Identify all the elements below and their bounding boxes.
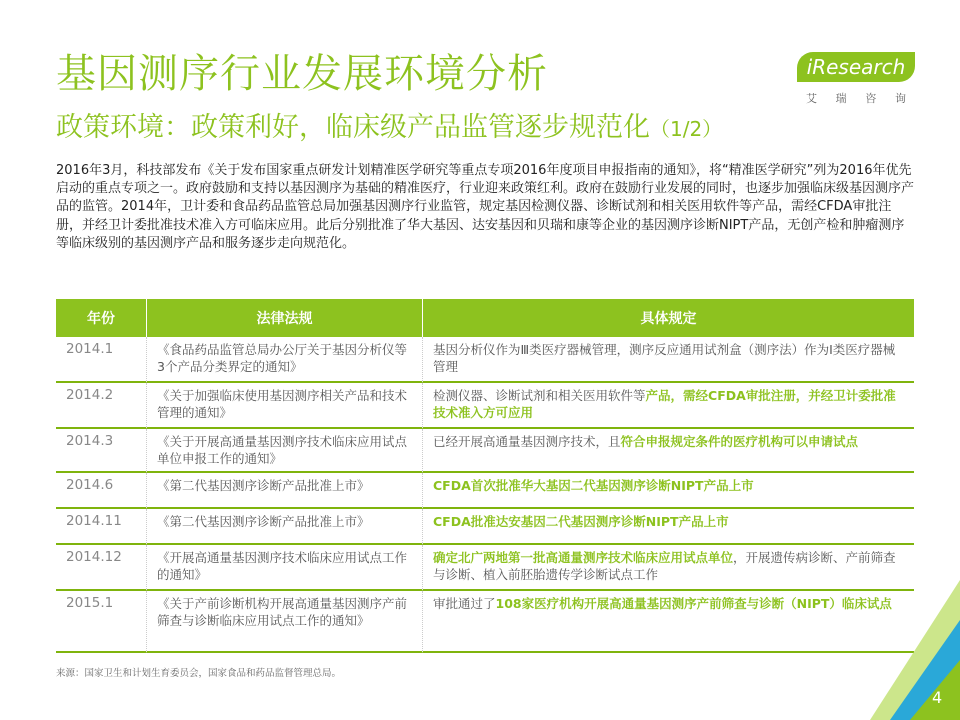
cell-law: 《关于产前诊断机构开展高通量基因测序产前筛查与诊断临床应用试点工作的通知》 bbox=[146, 591, 422, 653]
intro-paragraph: 2016年3月，科技部发布《关于发布国家重点研发计划精准医学研究等重点专项2016年度项目申报指南的通知》，将“精准医学研究”列为2016年优先启动的重点专项之一。政府鼓励和支持以基因测序为基础的精准医疗，行业迎来政策红利。政府在鼓励行业发展的同时，也逐步加强临床级基因测序产品的监管。2014年，卫计委和食品药品监管总局加强基因测序行业监管，规定基因检测仪器、诊断试剂和相关医用软件等产品，需经CFDA审批注册，并经卫计委批准技术准入方可临床应用。此后分别批准了华大基因、达安基因和贝瑞和康等企业的基因测序诊断NIPT产品，无创产检和肿瘤测序等临床级别的基因测序产品和服务逐步走向规范化。 bbox=[56, 163, 915, 251]
cell-year: 2014.3 bbox=[56, 429, 146, 473]
rule-text: 审批通过了 bbox=[433, 596, 496, 611]
subtitle-text: 政策环境：政策利好，临床级产品监管逐步规范化 bbox=[56, 112, 650, 143]
rule-text-after: ，开展遗传病诊断、产前筛查与诊断、植入前胚胎遗传学诊断试点工作 bbox=[433, 550, 896, 582]
header-rule: 具体规定 bbox=[422, 299, 914, 337]
cell-law: 《关于开展高通量基因测序技术临床应用试点单位申报工作的通知》 bbox=[146, 429, 422, 473]
cell-year: 2014.6 bbox=[56, 473, 146, 509]
cell-law: 《第二代基因测序诊断产品批准上市》 bbox=[146, 473, 422, 509]
cell-rule bbox=[422, 429, 914, 473]
cell-rule bbox=[422, 383, 914, 429]
cell-year: 2014.12 bbox=[56, 545, 146, 591]
cell-year: 2014.11 bbox=[56, 509, 146, 545]
rule-highlight: CFDA首次批准华大基因二代基因测序诊断NIPT产品上市 bbox=[433, 478, 754, 493]
iresearch-logo bbox=[790, 52, 915, 108]
logo-chinese-name bbox=[806, 90, 906, 106]
header-law: 法律法规 bbox=[146, 299, 422, 337]
cell-law: 《第二代基因测序诊断产品批准上市》 bbox=[146, 509, 422, 545]
rule-text: 基因分析仪作为Ⅲ类医疗器械管理，测序反应通用试剂盒（测序法）作为Ⅰ类医疗器械管理 bbox=[433, 342, 896, 374]
logo-char: 艾 bbox=[806, 92, 817, 105]
cell-rule bbox=[422, 337, 914, 383]
cell-year: 2015.1 bbox=[56, 591, 146, 653]
table-row bbox=[56, 591, 914, 653]
header-year: 年份 bbox=[56, 299, 146, 337]
table-row bbox=[56, 545, 914, 591]
cell-rule bbox=[422, 509, 914, 545]
cell-year: 2014.2 bbox=[56, 383, 146, 429]
cell-year: 2014.1 bbox=[56, 337, 146, 383]
logo-char: 瑞 bbox=[835, 92, 847, 105]
cell-law: 《食品药品监管总局办公厅关于基因分析仪等3个产品分类界定的通知》 bbox=[146, 337, 422, 383]
table-row bbox=[56, 337, 914, 383]
policy-table bbox=[56, 299, 914, 653]
rule-text: 已经开展高通量基因测序技术，且 bbox=[433, 434, 621, 449]
table-row bbox=[56, 473, 914, 509]
table-row bbox=[56, 429, 914, 473]
cell-law: 《关于加强临床使用基因测序相关产品和技术管理的通知》 bbox=[146, 383, 422, 429]
logo-char: 询 bbox=[894, 92, 906, 105]
page-number: 4 bbox=[932, 688, 943, 707]
cell-rule bbox=[422, 473, 914, 509]
rule-highlight: 符合申报规定条件的医疗机构可以申请试点 bbox=[620, 434, 859, 449]
page-title: 基因测序行业发展环境分析 bbox=[56, 51, 548, 97]
logo-wordmark: iResearch bbox=[797, 52, 915, 82]
rule-highlight: 产品，需经CFDA审批注册，并经卫计委批准技术准入方可应用 bbox=[433, 388, 896, 420]
source-note: 来源：国家卫生和计划生育委员会，国家食品和药品监督管理总局。 bbox=[56, 668, 342, 679]
table-row bbox=[56, 509, 914, 545]
rule-highlight: 108家医疗机构开展高通量基因测序产前筛查与诊断（NIPT）临床试点 bbox=[495, 596, 892, 611]
table-header-row bbox=[56, 299, 914, 337]
rule-text: 检测仪器、诊断试剂和相关医用软件等 bbox=[433, 388, 646, 403]
rule-highlight: CFDA批准达安基因二代基因测序诊断NIPT产品上市 bbox=[433, 514, 729, 529]
subtitle-page-indicator: （1/2） bbox=[650, 117, 723, 141]
logo-char: 咨 bbox=[865, 92, 877, 105]
rule-highlight: 确定北广两地第一批高通量测序技术临床应用试点单位 bbox=[433, 550, 734, 565]
cell-law: 《开展高通量基因测序技术临床应用试点工作的通知》 bbox=[146, 545, 422, 591]
table-row bbox=[56, 383, 914, 429]
page-subtitle bbox=[56, 114, 722, 141]
